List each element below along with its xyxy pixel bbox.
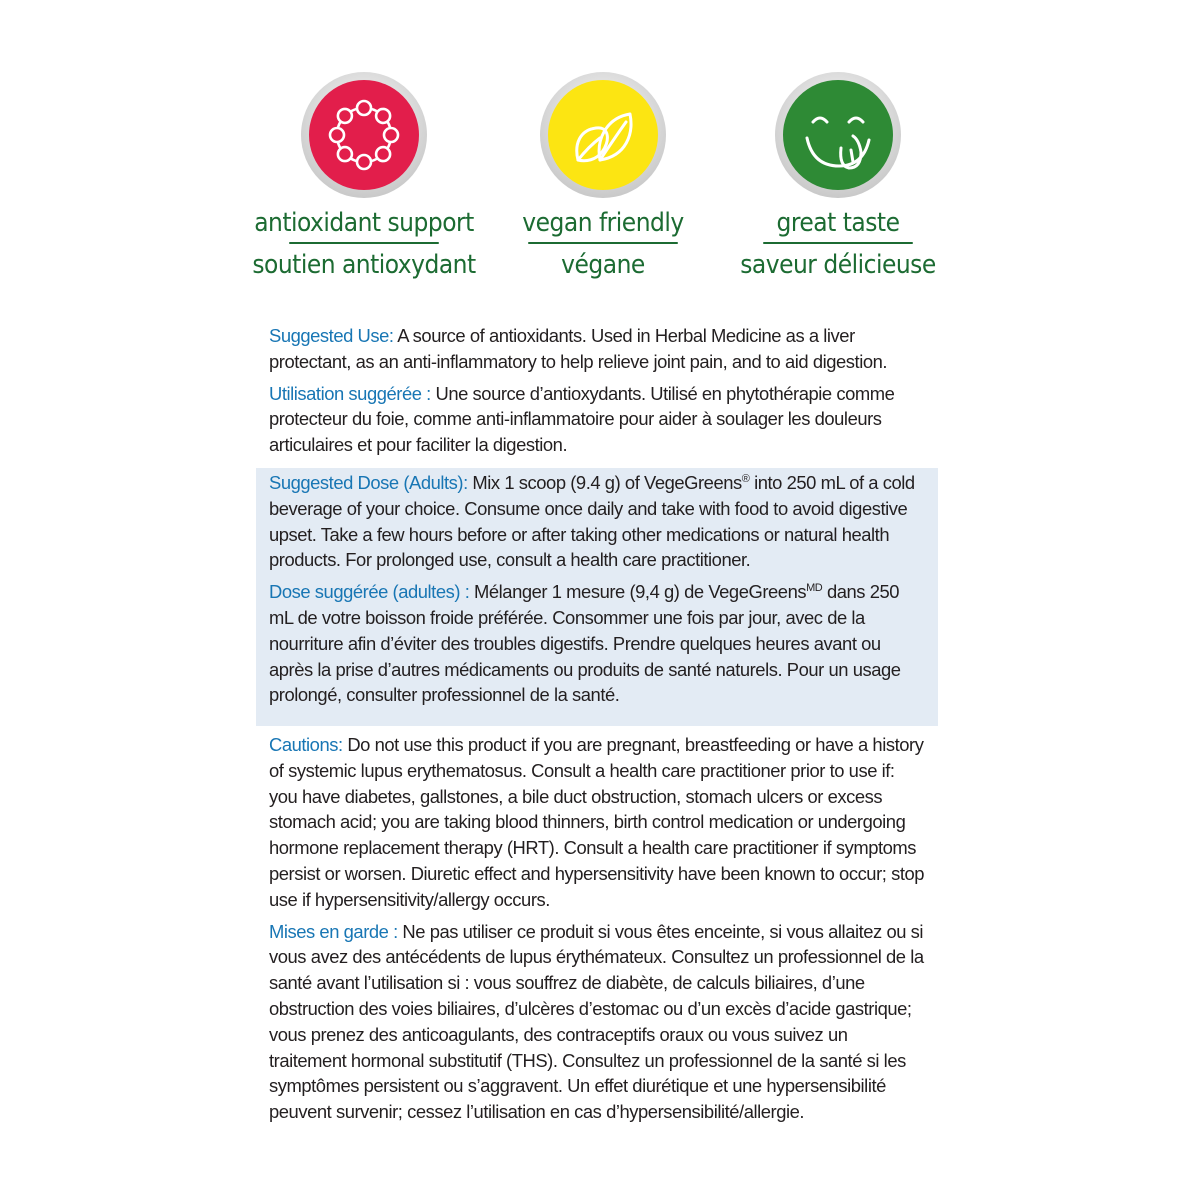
- badge-label-fr: saveur délicieuse: [740, 250, 936, 280]
- antioxidant-badge-disc: [299, 70, 429, 200]
- section-body: dans 250 mL de votre boisson froide préférée. Consommer une fois par jour, avec de la nourriture afin d’éviter des troubles digestifs. Prendre quelques heures avant ou après la prise d’autres médicaments ou produits de santé naturels. Pour un usage prolongé, consulter professionnel de la santé.: [269, 581, 901, 706]
- section-heading: Suggested Use:: [269, 325, 394, 346]
- badge-antioxidant-support: [234, 70, 494, 280]
- cautions-section: [256, 732, 938, 1125]
- badge-label-en: vegan friendly: [522, 208, 684, 238]
- badge-divider: [289, 242, 439, 244]
- feature-badges: [0, 70, 1200, 300]
- section-heading: Suggested Dose (Adults):: [269, 472, 468, 493]
- section-body: Mélanger 1 mesure (9,4 g) de VegeGreens: [469, 581, 807, 603]
- section-body: Une source d’antioxydants. Utilisé en phytothérapie comme protecteur du foie, comme anti-inflammatoire pour aider à soulager les douleurs articulaires et pour faciliter la digestion.: [269, 382, 895, 456]
- vegan-badge-disc: [538, 70, 668, 200]
- suggested-dose-en: [256, 470, 938, 573]
- suggested-dose-section: [256, 468, 938, 726]
- cautions-en: [256, 732, 938, 913]
- badge-vegan-friendly: [473, 70, 733, 280]
- section-heading: Utilisation suggérée :: [269, 382, 431, 404]
- section-heading: Dose suggérée (adultes) :: [269, 581, 470, 603]
- badge-label-fr: soutien antioxydant: [252, 250, 476, 280]
- badge-label-en: antioxidant support: [254, 208, 474, 238]
- section-body: Do not use this product if you are pregnant, breastfeeding or have a history of systemic lupus erythematosus. Consult a health care practitioner prior to use if: you have diabetes, gallstones, a bile duct obstruction, stomach ulcers or excess stomach acid; you are taking blood thinners, birth control medication or undergoing hormone replacement therapy (HRT). Consult a health care practitioner if symptoms persist or worsen. Diuretic effect and hypersensitivity have been known to occur; stop use if hypersensitivity/allergy occurs.: [269, 734, 925, 910]
- taste-badge-disc: [773, 70, 903, 200]
- section-body: Ne pas utiliser ce produit si vous êtes enceinte, si vous allaitez ou si vous avez des antécédents de lupus érythémateux. Consultez un professionnel de la santé avant l’utilisation si : vous souffrez de diabète, de calculs biliaires, d’une obstruction des voies biliaires, d’ulcères d’estomac ou d’un excès d’acide gastrique; vous prenez des anticoagulants, des contraceptifs oraux ou vous suivez un traitement hormonal substitutif (THS). Consultez un professionnel de la santé si les symptômes persistent ou s’aggravent. Un effet diurétique et une hypersensibilité peuvent survenir; cessez l’utilisation en cas d’hypersensibilité/allergie.: [269, 920, 924, 1123]
- suggested-use-section: [256, 323, 938, 458]
- md-mark: MD: [806, 582, 823, 595]
- section-body: into 250 mL of a cold beverage of your choice. Consume once daily and take with food to avoid digestive upset. Take a few hours before or after taking other medications or natural health products. For prolonged use, consult a health care practitioner.: [269, 472, 915, 571]
- badge-divider: [763, 242, 913, 244]
- badge-label-en: great taste: [776, 208, 900, 238]
- badge-great-taste: [708, 70, 968, 280]
- registered-mark: ®: [741, 472, 750, 485]
- suggested-use-en: [256, 323, 938, 375]
- section-body: Mix 1 scoop (9.4 g) of VegeGreens: [467, 472, 742, 493]
- suggested-dose-fr: [256, 579, 938, 708]
- suggested-use-fr: [256, 381, 938, 458]
- badge-label-fr: végane: [561, 250, 645, 280]
- cautions-fr: [256, 919, 938, 1125]
- badge-divider: [528, 242, 678, 244]
- section-heading: Cautions:: [269, 734, 343, 755]
- section-body: A source of antioxidants. Used in Herbal Medicine as a liver protectant, as an anti-inflammatory to help relieve joint pain, and to aid digestion.: [269, 325, 888, 372]
- section-heading: Mises en garde :: [269, 920, 398, 942]
